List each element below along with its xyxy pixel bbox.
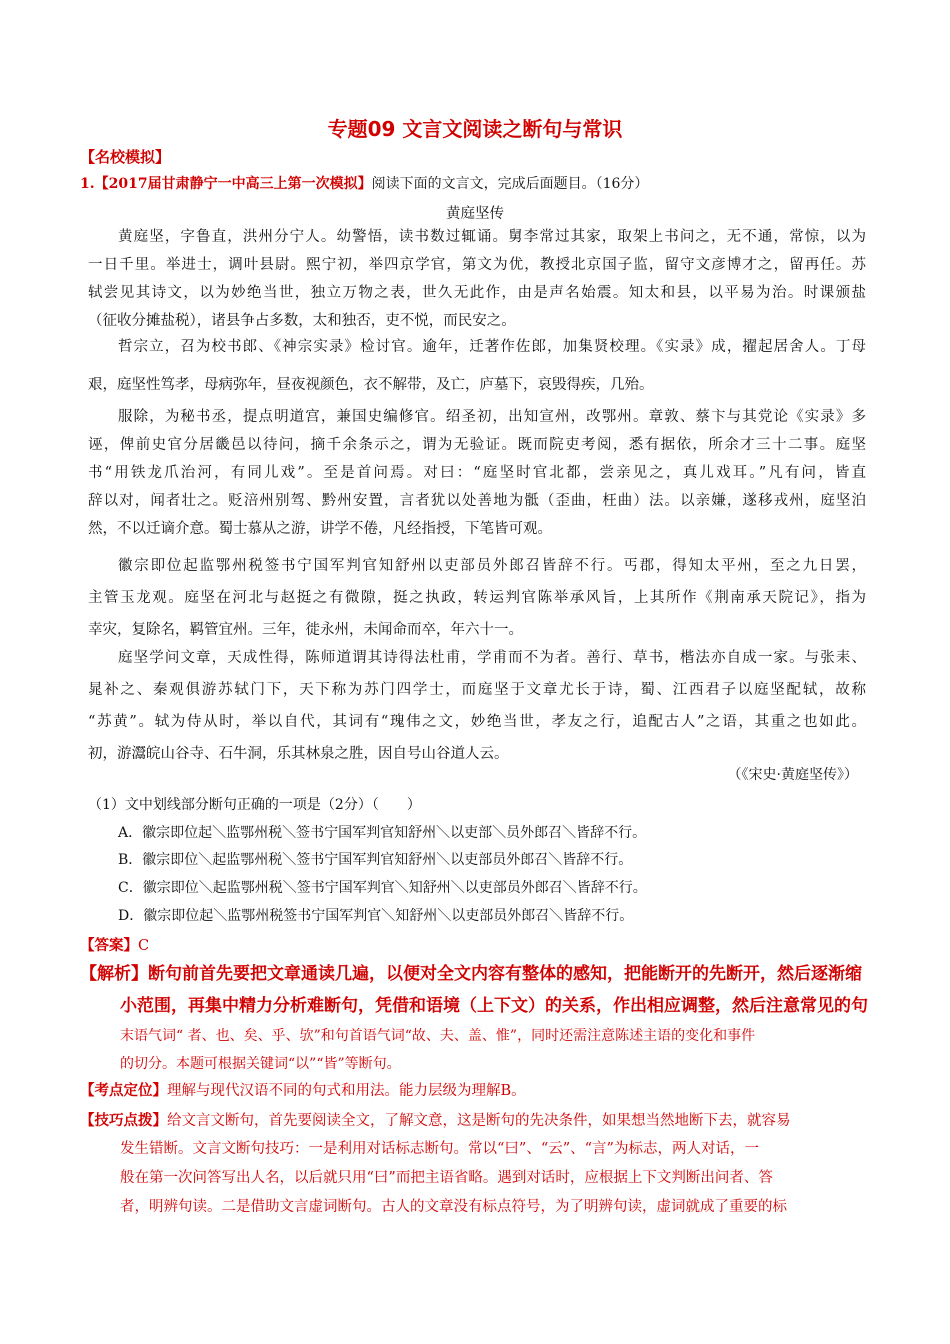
option-d: D．徽宗即位起＼监鄂州税签书宁国军判官＼知舒州＼以吏部员外郎召＼皆辞不行。 — [118, 908, 634, 924]
passage-source: （《宋史·黄庭坚传》） — [727, 767, 858, 783]
passage-line: 黄庭坚，字鲁直，洪州分宁人。幼警悟，读书数过辄诵。舅李常过其家，取架上书问之，无不通，常惊，以为 — [118, 229, 866, 245]
passage-line: 然，不以迁谪介意。蜀士慕从之游，讲学不倦，凡经指授，下笔皆可观。 — [88, 521, 552, 537]
passage-line: （征收分摊盐税），诸县争占多数，太和独否，吏不悦，而民安之。 — [88, 313, 516, 329]
option-b: B．徽宗即位＼起监鄂州税＼签书宁国军判官知舒州＼以吏部员外郎召＼皆辞不行。 — [118, 852, 633, 868]
tips-label: 【技巧点拨】 — [80, 1112, 167, 1129]
passage-line: 初，游灊皖山谷寺、石牛洞，乐其林泉之胜，因自号山谷道人云。 — [88, 746, 509, 762]
tips-line: 者，明辨句读。二是借助文言虚词断句。古人的文章没有标点符号，为了明辨句读，虚词就成了重要的标 — [120, 1199, 787, 1215]
passage-line: 晁补之、秦观俱游苏轼门下，天下称为苏门四学士，而庭坚于文章尤长于诗，蜀、江西君子以庭坚配轼，故称 — [88, 682, 866, 698]
analysis-label: 【解析】 — [80, 964, 148, 984]
key-point-text: 理解与现代汉语不同的句式和用法。能力层级为理解B。 — [167, 1083, 526, 1099]
passage-paragraph-3 — [88, 403, 866, 543]
passage-line: 幸灾，复除名，羁管宜州。三年，徙永州，未闻命而卒，年六十一。 — [88, 622, 523, 638]
passage-line: 艰，庭坚性笃孝，母病弥年，昼夜视颜色，衣不解带，及亡，庐墓下，哀毁得疾，几殆。 — [88, 377, 654, 393]
question-number: 1. — [80, 176, 95, 192]
key-point — [80, 1076, 870, 1105]
question-source: 【2017届甘肃静宁一中高三上第一次模拟】 — [94, 176, 372, 192]
passage-line: 轼尝见其诗文，以为妙绝当世，独立万物之表，世久无此作，由是声名始震。知太和县，以平易为治。时课颁盐 — [88, 285, 866, 301]
option-a: A．徽宗即位起＼监鄂州税＼签书宁国军判官知舒州＼以吏部＼员外郎召＼皆辞不行。 — [118, 825, 647, 841]
passage-line: 服除，为秘书丞，提点明道宫，兼国史编修官。绍圣初，出知宣州，改鄂州。章敦、蔡卞与其党论《实录》多 — [118, 409, 866, 425]
section-label: 【名校模拟】 — [80, 148, 171, 166]
passage-line: 主管玉龙观。庭坚在河北与赵挺之有微隙，挺之执政，转运判官陈举承风旨，上其所作《荆南承天院记》，指为 — [88, 590, 866, 606]
tips-line — [80, 1222, 870, 1251]
passage-line: 书“用铁龙爪治河，有同儿戏”。至是首问焉。对曰：“庭坚时官北都，尝亲见之，真儿戏耳。”凡有问，皆直 — [88, 465, 866, 481]
sub-question-stem: （1）文中划线部分断句正确的一项是（2分）（ ） — [88, 797, 421, 813]
analysis-line-4: 的切分。本题可根据关键词“以”“皆”等断句。 — [120, 1056, 401, 1072]
analysis-line-3: 末语气词“ 者、也、矣、乎、欤”和句首语气词“故、夫、盖、惟”，同时还需注意陈述主语的变化和事件 — [120, 1028, 756, 1044]
question-instruction: 阅读下面的文言文，完成后面题目。（16分） — [371, 176, 649, 192]
option-c: C．徽宗即位＼起监鄂州税＼签书宁国军判官＼知舒州＼以吏部员外郎召＼皆辞不行。 — [118, 880, 647, 896]
analysis-line-1: 【解析】断句前首先要把文章通读几遍，以便对全文内容有整体的感知，把能断开的先断开，然后逐渐缩 — [80, 964, 862, 984]
passage-paragraph-1 — [88, 223, 866, 335]
analysis-line-2: 小范围，再集中精力分析难断句，凭借和语境（上下文）的关系，作出相应调整，然后注意常见的句 — [120, 996, 868, 1016]
analysis — [80, 958, 870, 1078]
passage-paragraph-4 — [88, 552, 866, 644]
key-point-label: 【考点定位】 — [80, 1082, 167, 1099]
passage-paragraph-5 — [88, 644, 866, 768]
answer-label: 【答案】 — [80, 937, 138, 954]
answer — [80, 934, 149, 955]
passage-line: 辞以对，闻者壮之。贬涪州别驾、黔州安置，言者犹以处善地为骶（歪曲，枉曲）法。以亲嫌，遂移戎州，庭坚泊 — [88, 493, 866, 509]
passage-line: 哲宗立，召为校书郎、《神宗实录》检讨官。逾年，迁著作佐郎，加集贤校理。《实录》成，擢起居舍人。丁母 — [118, 339, 866, 355]
passage-line: 诬，俾前史官分居畿邑以待问，摘千余条示之，谓为无验证。既而院吏考阅，悉有据依，所余才三十二事。庭坚 — [88, 437, 866, 453]
tips: 【技巧点拨】给文言文断句，首先要阅读全文，了解文意，这是断句的先决条件，如果想当然地断下去，就容易 发生错断。文言文断句技巧：一是利用对话标志断句。常以“曰”、“云”、“言”为标志，两人对话，一 般在第一次问答写出人名，以后就只用“曰”而把主语省略。遇到对话时，应根据上下文判断出问者、答 者，明辨句读。二是借助文言虚词断句。古人的文章没有标点符号，为了明辨句读，虚词就成了重要的标 — [80, 1106, 870, 1251]
passage-line: 一日千里。举进士，调叶县尉。熙宁初，举四京学官，第文为优，教授北京国子监，留守文彦博才之，留再任。苏 — [88, 257, 866, 273]
passage-title: 黄庭坚传 — [446, 206, 504, 222]
passage-paragraph-2 — [88, 333, 866, 399]
passage-line: “苏黄”。轼为侍从时，举以自代，其词有“瑰伟之文，妙绝当世，孝友之行，追配古人”之语，其重之也如此。 — [88, 714, 866, 730]
tips-line: 发生错断。文言文断句技巧：一是利用对话标志断句。常以“曰”、“云”、“言”为标志，两人对话，一 — [120, 1141, 759, 1157]
question-header — [80, 173, 648, 193]
page-title: 专题09 文言文阅读之断句与常识 — [327, 117, 623, 141]
passage-line: 庭坚学问文章，天成性得，陈师道谓其诗得法杜甫，学甫而不为者。善行、草书，楷法亦自成一家。与张耒、 — [118, 650, 866, 666]
answer-value: C — [138, 938, 150, 954]
tips-line: 般在第一次问答写出人名，以后就只用“曰”而把主语省略。遇到对话时，应根据上下文判断出问者、答 — [120, 1170, 773, 1186]
passage-line: 徽宗即位起监鄂州税签书宁国军判官知舒州以吏部员外郎召皆辞不行。丐郡，得知太平州，至之九日罢， — [118, 558, 866, 574]
